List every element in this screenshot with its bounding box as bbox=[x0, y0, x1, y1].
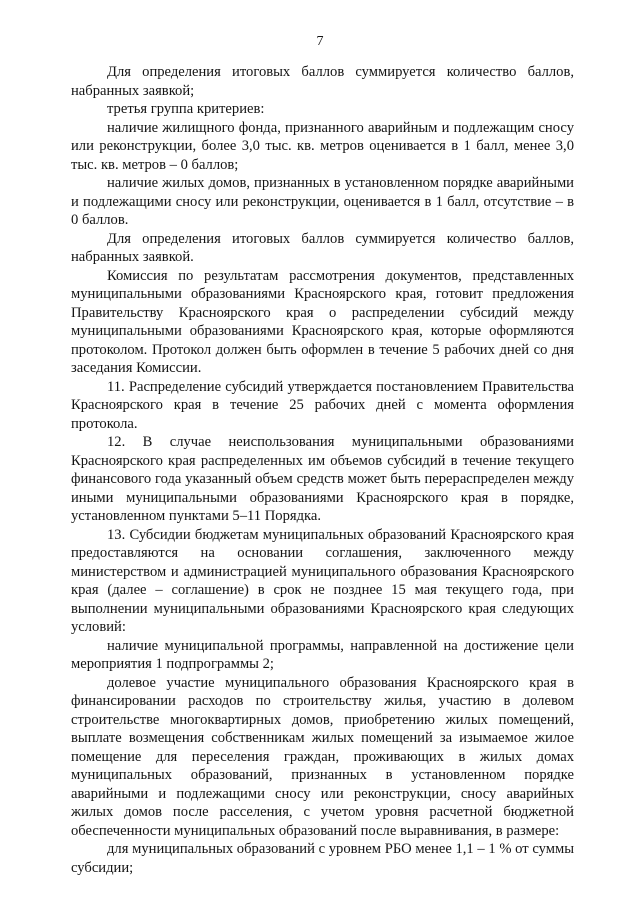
paragraph-4: наличие жилых домов, признанных в установленном порядке аварийными и подлежащими сносу или реконструкции, оценивается в 1 балл, отсутствие – в 0 баллов. bbox=[71, 175, 574, 228]
page-number: 7 bbox=[316, 34, 324, 49]
paragraph-11: долевое участие муниципального образования Красноярского края в финансировании расходов по строительству жилья, участию в долевом строительстве многоквартирных домов, приобретению жилых помещений, выплате возмещения собственникам жилых помещений за изымаемое жилое помещение для переселения граждан, проживающих в жилых домах муниципальных образований, признанных в установленном порядке аварийными и подлежащими сносу или реконструкции, сносу аварийных жилых домов после расселения, с учетом уровня расчетной бюджетной обеспеченности муниципальных образований после выравнивания, в размере: bbox=[71, 674, 574, 839]
paragraph-12: для муниципальных образований с уровнем РБО менее 1,1 – 1 % от суммы субсидии; bbox=[71, 841, 574, 876]
paragraph-1: Для определения итоговых баллов суммируется количество баллов, набранных заявкой; bbox=[71, 64, 574, 99]
document-body bbox=[71, 63, 574, 877]
paragraph-8: 12. В случае неиспользования муниципальными образованиями Красноярского края распределенных им объемов субсидий в течение текущего финансового года указанный объем средств может быть перераспределен между иными муниципальными образованиями Красноярского края в порядке, установленном пунктами 5–11 Порядка. bbox=[71, 434, 574, 524]
paragraph-5: Для определения итоговых баллов суммируется количество баллов, набранных заявкой. bbox=[71, 230, 574, 265]
paragraph-10: наличие муниципальной программы, направленной на достижение цели мероприятия 1 подпрограммы 2; bbox=[71, 637, 574, 672]
paragraph-2: третья группа критериев: bbox=[107, 101, 265, 117]
paragraph-9: 13. Субсидии бюджетам муниципальных образований Красноярского края предоставляются на основании соглашения, заключенного между министерством и администрацией муниципального образования Красноярского края (далее – соглашение) в срок не позднее 15 мая текущего года, при выполнении муниципальными образованиями Красноярского края следующих условий: bbox=[71, 526, 574, 635]
paragraph-7: 11. Распределение субсидий утверждается постановлением Правительства Красноярского края в течение 25 рабочих дней с момента оформления протокола. bbox=[71, 378, 574, 432]
paragraph-6: Комиссия по результатам рассмотрения документов, представленных муниципальными образованиями Красноярского края, готовит предложения Правительству Красноярского края о распределении субсидий между муниципальными образованиями Красноярского края, которые оформляются протоколом. Протокол должен быть оформлен в течение 5 рабочих дней со дня заседания Комиссии. bbox=[71, 267, 574, 376]
paragraph-3: наличие жилищного фонда, признанного аварийным и подлежащим сносу или реконструкции, более 3,0 тыс. кв. метров оценивается в 1 балл, менее 3,0 тыс. кв. метров – 0 баллов; bbox=[71, 119, 574, 173]
